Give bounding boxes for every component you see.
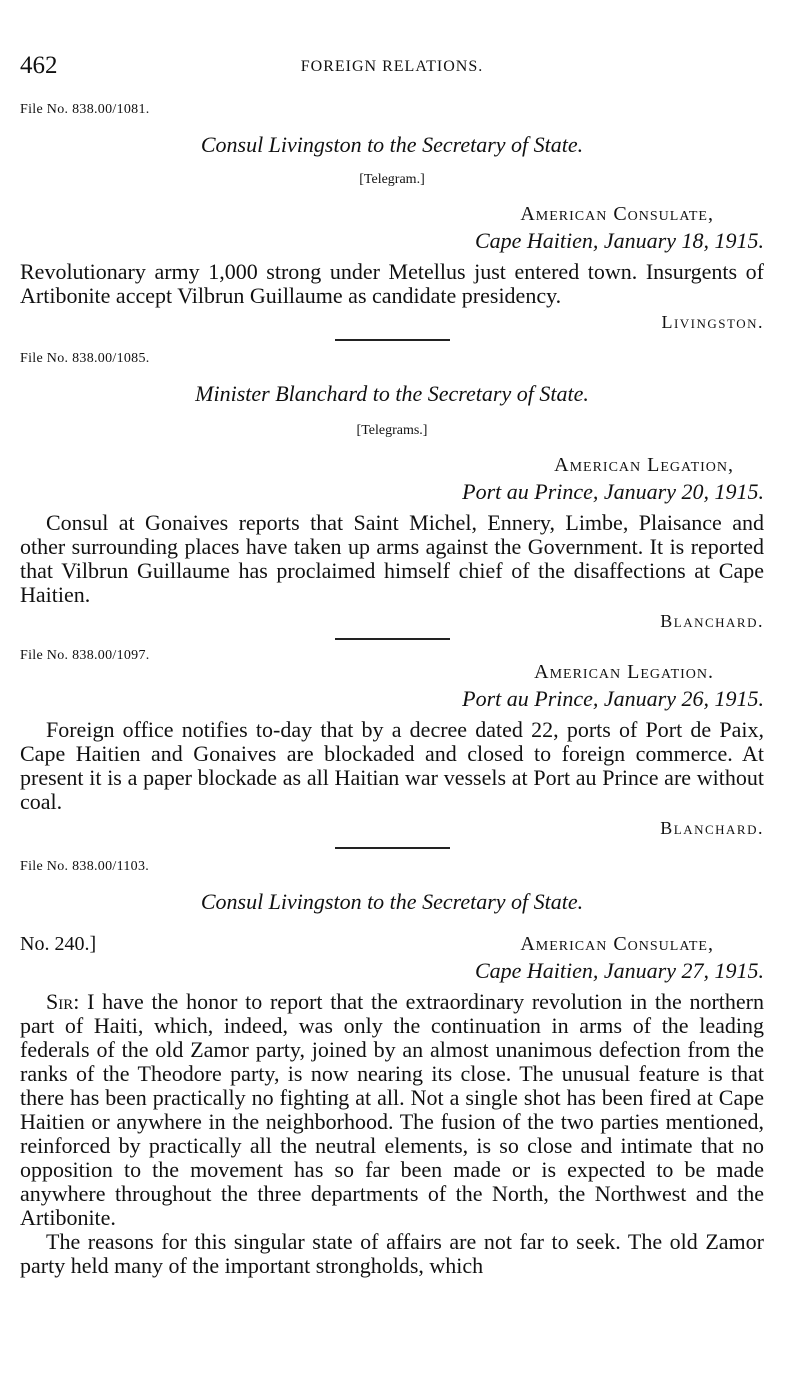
telegram-note: [Telegrams.] xyxy=(356,423,428,438)
separator-rule xyxy=(335,638,450,640)
dispatch-number: No. 240.] xyxy=(20,933,97,955)
entry-heading: Minister Blanchard to the Secretary of State. xyxy=(195,381,589,406)
signature: Livingston. xyxy=(661,312,764,332)
running-title: FOREIGN RELATIONS. xyxy=(300,58,484,75)
page-number: 462 xyxy=(20,52,58,79)
signature: Blanchard. xyxy=(660,611,764,631)
file-number: File No. 838.00/1081. xyxy=(20,102,150,117)
paragraph: Foreign office notifies to-day that by a decree dated 22, ports of Port de Paix, Cape Haitien and Gonaives are blockaded and closed to foreign commerce. At present it is a paper blockade as all Haitian war vessels at Port au Prince are without coal. xyxy=(20,717,764,814)
place-date-line: Cape Haitien, January 18, 1915. xyxy=(474,228,764,253)
place-date-line: Port au Prince, January 26, 1915. xyxy=(462,686,764,711)
place-date-line: Port au Prince, January 20, 1915. xyxy=(462,479,764,504)
telegram-note: [Telegram.] xyxy=(359,172,425,187)
office-line: American Consulate, xyxy=(520,933,714,955)
paragraph: Revolutionary army 1,000 strong under Metellus just entered town. Insurgents of Artibonite accept Vilbrun Guillaume as candidate presidency. xyxy=(20,259,764,308)
running-head xyxy=(20,52,764,92)
paragraph: Sir: I have the honor to report that the extraordinary revolution in the northern part of Haiti, which, indeed, was only the continuation in arms of the leading federals of the old Zamor party, joined by an almost unanimous defection from the ranks of the Theodore party, is now nearing its close. The unusual feature is that there has been practically no fighting at all. Not a single shot has been fired at Cape Haitien or anywhere in the neighborhood. The fusion of the two parties mentioned, reinforced by practically all the neutral elements, is so close and intimate that no opposition to the movement has so far been made or is expected to be made anywhere throughout the three departments of the North, the Northwest and the Artibonite. xyxy=(20,989,765,1230)
document-page xyxy=(20,0,764,1278)
file-number: File No. 838.00/1103. xyxy=(20,859,150,874)
number-office-line xyxy=(20,933,764,958)
office-line: American Legation, xyxy=(554,454,734,476)
entry-heading: Consul Livingston to the Secretary of State. xyxy=(200,889,584,914)
office-line: American Legation. xyxy=(534,661,714,683)
separator-rule xyxy=(335,339,450,341)
file-number: File No. 838.00/1085. xyxy=(20,351,150,366)
salutation: Sir: xyxy=(46,989,80,1014)
signature: Blanchard. xyxy=(660,818,764,838)
separator-rule xyxy=(335,847,450,849)
paragraph: The reasons for this singular state of affairs are not far to seek. The old Zamor party held many of the important strongholds, which xyxy=(20,1229,764,1278)
paragraph: Consul at Gonaives reports that Saint Michel, Ennery, Limbe, Plaisance and other surrounding places have taken up arms against the Government. It is reported that Vilbrun Guillaume has proclaimed himself chief of the disaffections at Cape Haitien. xyxy=(20,510,764,607)
office-line: American Consulate, xyxy=(520,203,714,225)
entry-heading: Consul Livingston to the Secretary of State. xyxy=(200,132,584,157)
place-date-line: Cape Haitien, January 27, 1915. xyxy=(474,958,764,983)
file-number: File No. 838.00/1097. xyxy=(20,648,150,663)
